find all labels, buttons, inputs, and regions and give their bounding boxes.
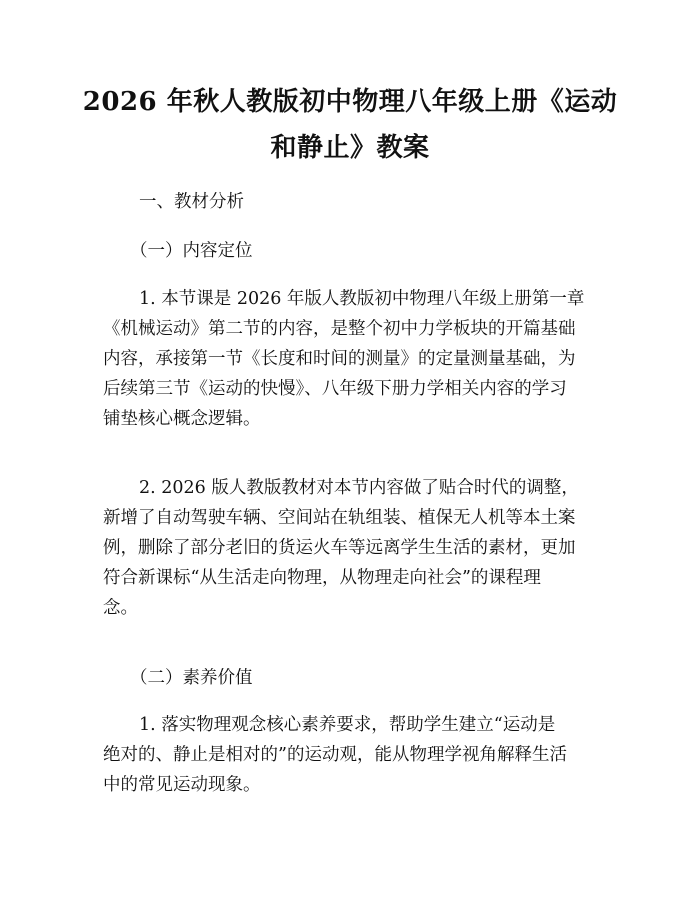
paragraph-line: 新增了自动驾驶车辆、空间站在轨组装、植保无人机等本土案: [103, 508, 576, 528]
subsection-heading-literacy-value: （二）素养价值: [130, 668, 253, 688]
paragraph-line: 例，删除了部分老旧的货运火车等远离学生生活的素材，更加: [103, 538, 576, 558]
paragraph-line: 2. 2026 版人教版教材对本节内容做了贴合时代的调整，: [139, 478, 579, 498]
paragraph-line: 1. 落实物理观念核心素养要求，帮助学生建立“运动是: [139, 715, 556, 735]
paragraph-content-positioning-2: [103, 473, 603, 623]
document-title-line-2: 和静止》教案: [270, 133, 430, 163]
paragraph-line: 念。: [103, 598, 138, 618]
paragraph-line: 后续第三节《运动的快慢》、八年级下册力学相关内容的学习: [103, 379, 567, 399]
paragraph-content-positioning-1: [103, 284, 603, 434]
paragraph-literacy-value-1: [103, 710, 603, 800]
subsection-heading-content-positioning: （一）内容定位: [130, 241, 253, 261]
document-title-line-1: 2026 年秋人教版初中物理八年级上册《运动: [82, 87, 618, 117]
paragraph-line: 绝对的、静止是相对的”的运动观，能从物理学视角解释生活: [103, 745, 567, 765]
paragraph-line: 符合新课标“从生活走向物理，从物理走向社会”的课程理: [103, 568, 541, 588]
section-heading-teaching-material-analysis: 一、教材分析: [139, 192, 244, 212]
paragraph-line: 1. 本节课是 2026 年版人教版初中物理八年级上册第一章: [139, 289, 585, 309]
paragraph-line: 铺垫核心概念逻辑。: [103, 409, 261, 429]
paragraph-line: 《机械运动》第二节的内容，是整个初中力学板块的开篇基础: [103, 319, 576, 339]
paragraph-line: 内容，承接第一节《长度和时间的测量》的定量测量基础，为: [103, 349, 576, 369]
paragraph-line: 中的常见运动现象。: [103, 775, 261, 795]
